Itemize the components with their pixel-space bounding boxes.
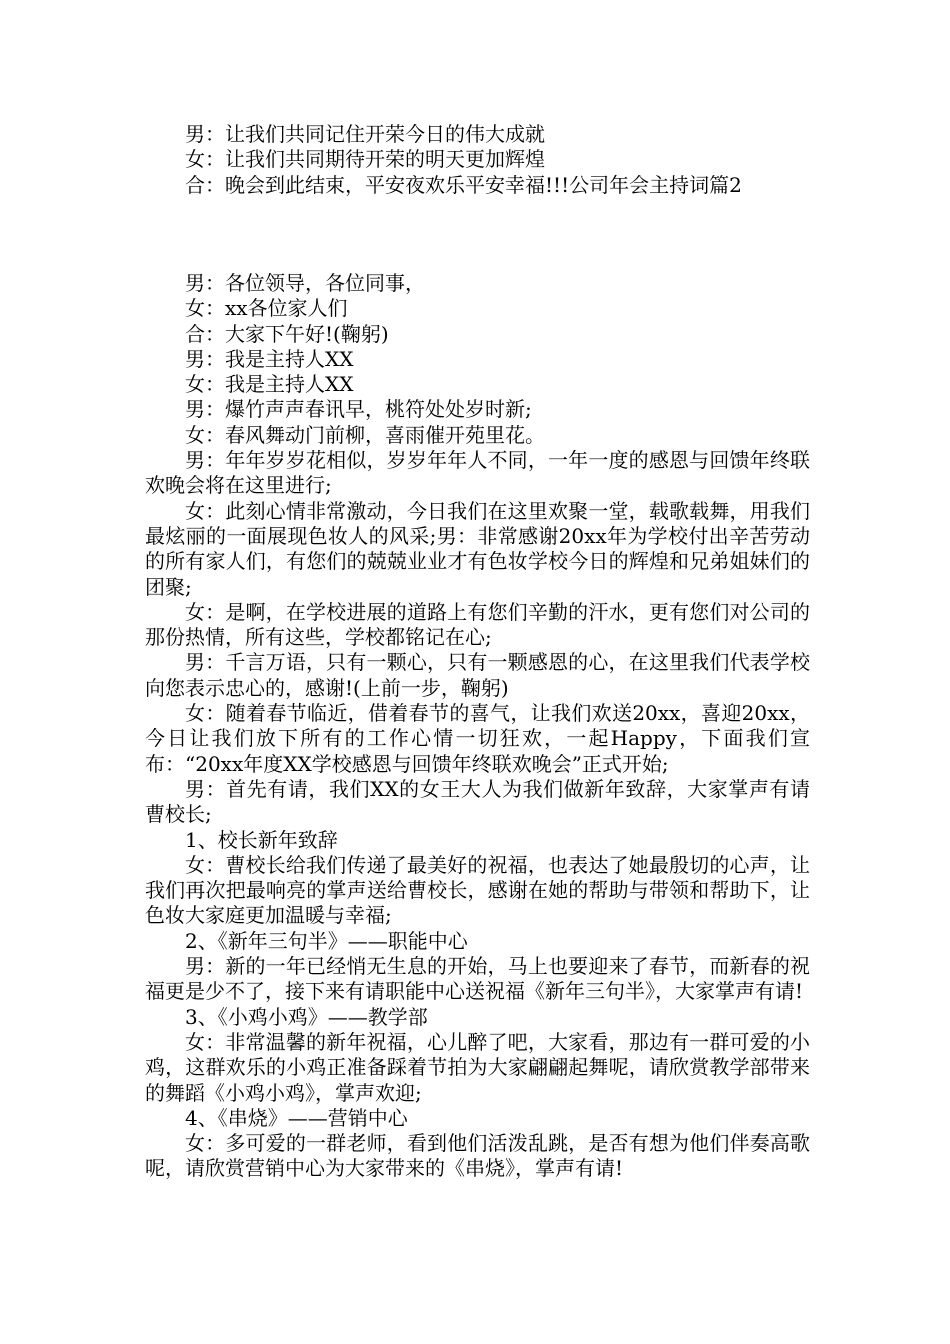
section-heading: 4、《串烧》——营销中心 (185, 1105, 408, 1130)
paragraph: 女：随着春节临近，借着春节的喜气，让我们欢送20xx，喜迎20xx，今日让我们放下所有的工作心情一切狂欢，一起Happy，下面我们宣布：“20xx年度XX学校感恩与回馈年终联欢晚会”正式开始; (145, 701, 810, 776)
paragraph: 男：千言万语，只有一颗心，只有一颗感恩的心，在这里我们代表学校向您表示忠心的，感谢!(上前一步，鞠躬) (145, 650, 810, 700)
paragraph: 女：我是主持人XX (185, 372, 354, 397)
script-section (145, 271, 810, 1182)
paragraph: 男：我是主持人XX (185, 346, 354, 371)
paragraph: 男：让我们共同记住开荣今日的伟大成就 (185, 122, 545, 146)
section-heading: 1、校长新年致辞 (185, 827, 338, 852)
paragraph: 女：让我们共同期待开荣的明天更加辉煌 (185, 147, 545, 172)
closing-section (145, 122, 810, 198)
paragraph: 合：大家下午好!(鞠躬) (185, 321, 389, 346)
paragraph: 男：首先有请，我们XX的女王大人为我们做新年致辞，大家掌声有请曹校长; (145, 776, 810, 827)
paragraph: 男：新的一年已经悄无生息的开始，马上也要迎来了春节，而新春的祝福更是少不了，接下来有请职能中心送祝福《新年三句半》，大家掌声有请! (145, 954, 810, 1004)
paragraph: 合：晚会到此结束，平安夜欢乐平安幸福!!!公司年会主持词篇2 (185, 172, 742, 197)
paragraph: 女：此刻心情非常激动，今日我们在这里欢聚一堂，载歌载舞，用我们最炫丽的一面展现色妆人的风采;男：非常感谢20xx年为学校付出辛苦劳动的所有家人们，有您们的兢兢业业才有色妆学校今日的辉煌和兄弟姐妹们的团聚; (145, 498, 810, 599)
paragraph: 女：曹校长给我们传递了最美好的祝福，也表达了她最殷切的心声，让我们再次把最响亮的掌声送给曹校长，感谢在她的帮助与带领和帮助下，让色妆大家庭更加温暖与幸福; (145, 852, 810, 928)
paragraph: 男：各位领导，各位同事， (185, 271, 425, 295)
section-heading: 3、《小鸡小鸡》——教学部 (185, 1004, 428, 1029)
paragraph: 女：xx各位家人们 (185, 296, 348, 321)
paragraph: 女：多可爱的一群老师，看到他们活泼乱跳，是否有想为他们伴奏高歌呢，请欣赏营销中心为大家带来的《串烧》，掌声有请! (145, 1131, 810, 1181)
paragraph: 女：是啊，在学校进展的道路上有您们辛勤的汗水，更有您们对公司的那份热情，所有这些，学校都铭记在心; (145, 599, 810, 650)
paragraph: 女：非常温馨的新年祝福，心儿醉了吧，大家看，那边有一群可爱的小鸡，这群欢乐的小鸡正准备踩着节拍为大家翩翩起舞呢，请欣赏教学部带来的舞蹈《小鸡小鸡》，掌声欢迎; (145, 1029, 810, 1105)
paragraph: 男：爆竹声声春讯早，桃符处处岁时新; (185, 397, 532, 422)
section-heading: 2、《新年三句半》——职能中心 (185, 928, 468, 953)
paragraph: 男：年年岁岁花相似，岁岁年年人不同，一年一度的感恩与回馈年终联欢晚会将在这里进行; (145, 448, 810, 498)
paragraph: 女：春风舞动门前柳，喜雨催开苑里花。 (185, 422, 545, 447)
